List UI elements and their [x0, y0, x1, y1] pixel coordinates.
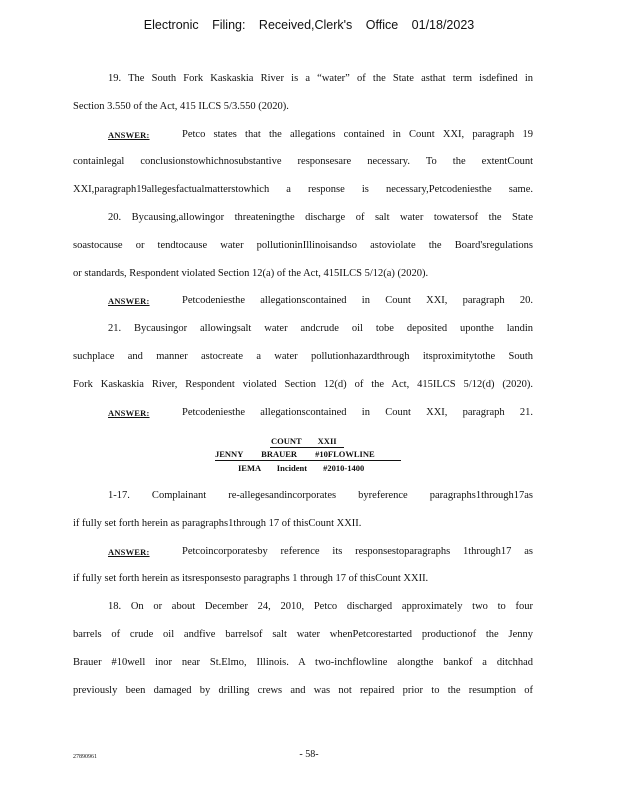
text-line: Section 3.550 of the Act, 415 ILCS 5/3.550 (2020).: [73, 100, 289, 112]
text-line: 18. On or about December 24, 2010, Petco discharged approximately two to four: [108, 601, 533, 613]
count-heading: [215, 436, 401, 476]
count-title: COUNT XXII: [271, 436, 337, 446]
text-line: Fork Kaskaskia River, Respondent violated Section 12(d) of the Act, 415ILCS 5/12(d) (2020).: [73, 378, 533, 390]
answer-label: ANSWER:: [108, 407, 150, 418]
text-line: 20. Bycausing,allowingor threateningthe discharge of salt water towatersof the State: [108, 212, 533, 223]
text-line: containlegal conclusionstowhichnosubstantive responsesare necessary. To the extentCount: [73, 156, 533, 168]
count-title-underline: [270, 447, 344, 448]
count-subtitle-underline: [215, 460, 401, 461]
answer-label: ANSWER:: [108, 129, 150, 140]
text-line: 1-17. Complainant re-allegesandincorporates byreference paragraphs1through17as: [108, 490, 533, 501]
document-id: 27890961: [73, 754, 97, 760]
text-line: soastocause or tendtocause water pollutioninIllinoisandso astoviolate the Board'sregulations: [73, 239, 533, 251]
answer-text: Petcodeniesthe allegationscontained in Count XXI, paragraph 21.: [182, 406, 533, 418]
page-number: - 58-: [299, 749, 319, 760]
answer-text: Petco states that the allegations contained in Count XXI, paragraph 19: [182, 128, 533, 140]
text-line: 21. Bycausingor allowingsalt water andcrude oil tobe deposited uponthe landin: [108, 323, 533, 335]
text-line: Brauer #10well inor near St.Elmo, Illinois. A two-inchflowline alongthe bankof a ditchhad: [73, 656, 533, 668]
answer-text: Petcoincorporatesby reference its responsestoparagraphs 1through17 as: [182, 545, 533, 557]
text-line: if fully set forth herein as itsresponsesto paragraphs 1 through 17 of thisCount XXII.: [73, 573, 429, 585]
text-line: if fully set forth herein as paragraphs1through 17 of thisCount XXII.: [73, 517, 362, 529]
answer-label: ANSWER:: [108, 296, 150, 307]
text-line: barrels of crude oil andfive barrelsof salt water whenPetcorestarted productionof the Jenny: [73, 629, 533, 640]
count-subtitle: JENNY BRAUER #10FLOWLINE: [215, 449, 375, 459]
count-incident: IEMA Incident #2010-1400: [238, 463, 365, 473]
answer-text: Petcodeniesthe allegationscontained in Count XXI, paragraph 20.: [182, 295, 533, 307]
text-line: previously been damaged by drilling crews and was not repaired prior to the resumption of: [73, 684, 533, 696]
filing-header: Electronic Filing: Received,Clerk's Office 01/18/2023: [143, 18, 475, 32]
text-line: XXI,paragraph19allegesfactualmatterstowhich a response is necessary,Petcodeniesthe same.: [73, 184, 533, 196]
text-line: or standards, Respondent violated Section 12(a) of the Act, 415ILCS 5/12(a) (2020).: [73, 267, 429, 279]
text-line: 19. The South Fork Kaskaskia River is a “water” of the State asthat term isdefined in: [108, 73, 533, 84]
text-line: suchplace and manner astocreate a water pollutionhazardthrough itsproximitytothe South: [73, 351, 533, 362]
answer-label: ANSWER:: [108, 546, 150, 557]
